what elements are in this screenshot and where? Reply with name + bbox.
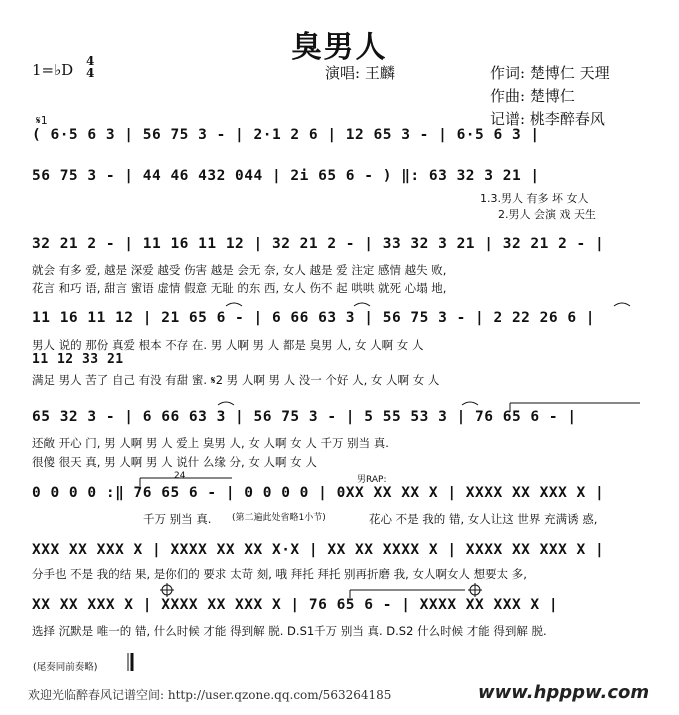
tie-mark [354,303,370,306]
score-line-8-notes: XX XX XXX X | XXXX XX XXX X | 76 65 6 - | XXXX XX XXX X | [32,597,559,613]
score-line-6-lyrics: 千万 别当 真. [143,512,212,526]
score-line-3-lyrics-1: 就会 有多 爱, 越是 深爱 越受 伤害 越是 会无 奈, 女人 越是 爱 注定 感情 越失 败, [32,263,447,277]
score-line-2-lyrics-1: 1.3.男人 有多 坏 女人 [480,192,589,205]
segno-1: 𝄋1 [36,114,48,127]
outro-note: (尾奏同前奏略) [33,662,98,673]
tie-mark [462,402,478,405]
volta-24-label: 24 [174,471,186,481]
score-line-4-notes: 11 16 11 12 | 21 65 6 - | 6 66 63 3 | 56 75 3 - | 2 22 26 6 | [32,310,596,326]
rap-label: 男RAP: [357,475,387,485]
tie-mark [614,303,630,306]
tie-mark [226,303,242,306]
composer-credit: 作曲: 楚博仁 [490,87,575,105]
time-signature-top: 4 [86,54,95,68]
tie-mark [218,402,234,405]
coda-icon [160,583,174,597]
score-line-5-notes: 65 32 3 - | 6 66 63 3 | 56 75 3 - | 5 55 53 3 | 76 65 6 - | [32,409,577,425]
score-line-8-lyrics: 选择 沉默是 唯一的 错, 什么时候 才能 得到解 脱. D.S1千万 别当 真. D.S2 什么时候 才能 得到解 脱. [32,624,547,638]
key-signature: 1=♭D [32,61,74,79]
score-line-3-lyrics-2: 花言 和巧 语, 甜言 蜜语 虚情 假意 无耻 的东 西, 女人 伤不 起 哄哄 就死 心塌 地, [32,281,447,295]
score-line-5-lyrics-1: 还敞 开心 门, 男 人啊 男 人 爱上 臭男 人, 女 人啊 女 人 千万 别当 真. [32,436,389,450]
rap-lyrics-1: 花心 不是 我的 错, 女人让这 世界 充满诱 惑, [369,512,598,526]
song-title: 臭男人 [291,30,388,65]
score-line-4-lyrics-2: 满足 男人 苦了 自己 有没 有甜 蜜. 𝄋2 男 人啊 男 人 没一 个好 人, 女 人啊 女 人 [32,373,440,387]
singer-credit: 演唱: 王麟 [325,64,395,82]
score-line-2-notes: 56 75 3 - | 44 46 432 044 | 2i 65 6 - ) ‖: 63 32 3 21 | [32,168,540,184]
score-line-4-lyrics-1: 男人 说的 那份 真爱 根本 不存 在. 男 人啊 男 人 都是 臭男 人, 女 人啊 女 人 [32,338,424,352]
score-line-7-notes: XXX XX XXX X | XXXX XX XX X·X | XX XX XXXX X | XXXX XX XXX X | [32,542,605,558]
score-line-1-notes: ( 6·5 6 3 | 56 75 3 - | 2·1 2 6 | 12 65 3 - | 6·5 6 3 | [32,127,540,143]
coda-icon [468,583,482,597]
score-line-7-lyrics: 分手也 不是 我的结 果, 是你们的 要求 太苛 刻, 哦 拜托 拜托 别再折磨 我, 女人啊女人 想要太 多, [32,567,527,581]
time-signature-bottom: 4 [86,66,95,80]
second-time-note: (第二遍此处省略1小节) [232,513,326,523]
score-line-6-notes: 0 0 0 0 :‖ 76 65 6 - | 0 0 0 0 | 0XX XX XX X | XXXX XX XXX X | [32,485,605,501]
score-line-2-lyrics-2: 2.男人 会演 戏 天生 [498,208,596,221]
score-line-5-lyrics-2: 很傻 很天 真, 男 人啊 男 人 说什 么缘 分, 女 人啊 女 人 [32,455,317,469]
lyricist-credit: 作词: 楚博仁 天理 [490,64,610,82]
score-line-4-alt-notes: 11 12 33 21 [32,352,124,367]
score-line-3-notes: 32 21 2 - | 11 16 11 12 | 32 21 2 - | 33 32 3 21 | 32 21 2 - | [32,236,605,252]
watermark-logo: www.hpppw.com [478,682,650,703]
transcriber-credit: 记谱: 桃李醉春风 [490,110,605,128]
footer-site-text: 欢迎光临醉春风记谱空间: http://user.qzone.qq.com/563264185 [28,688,392,702]
